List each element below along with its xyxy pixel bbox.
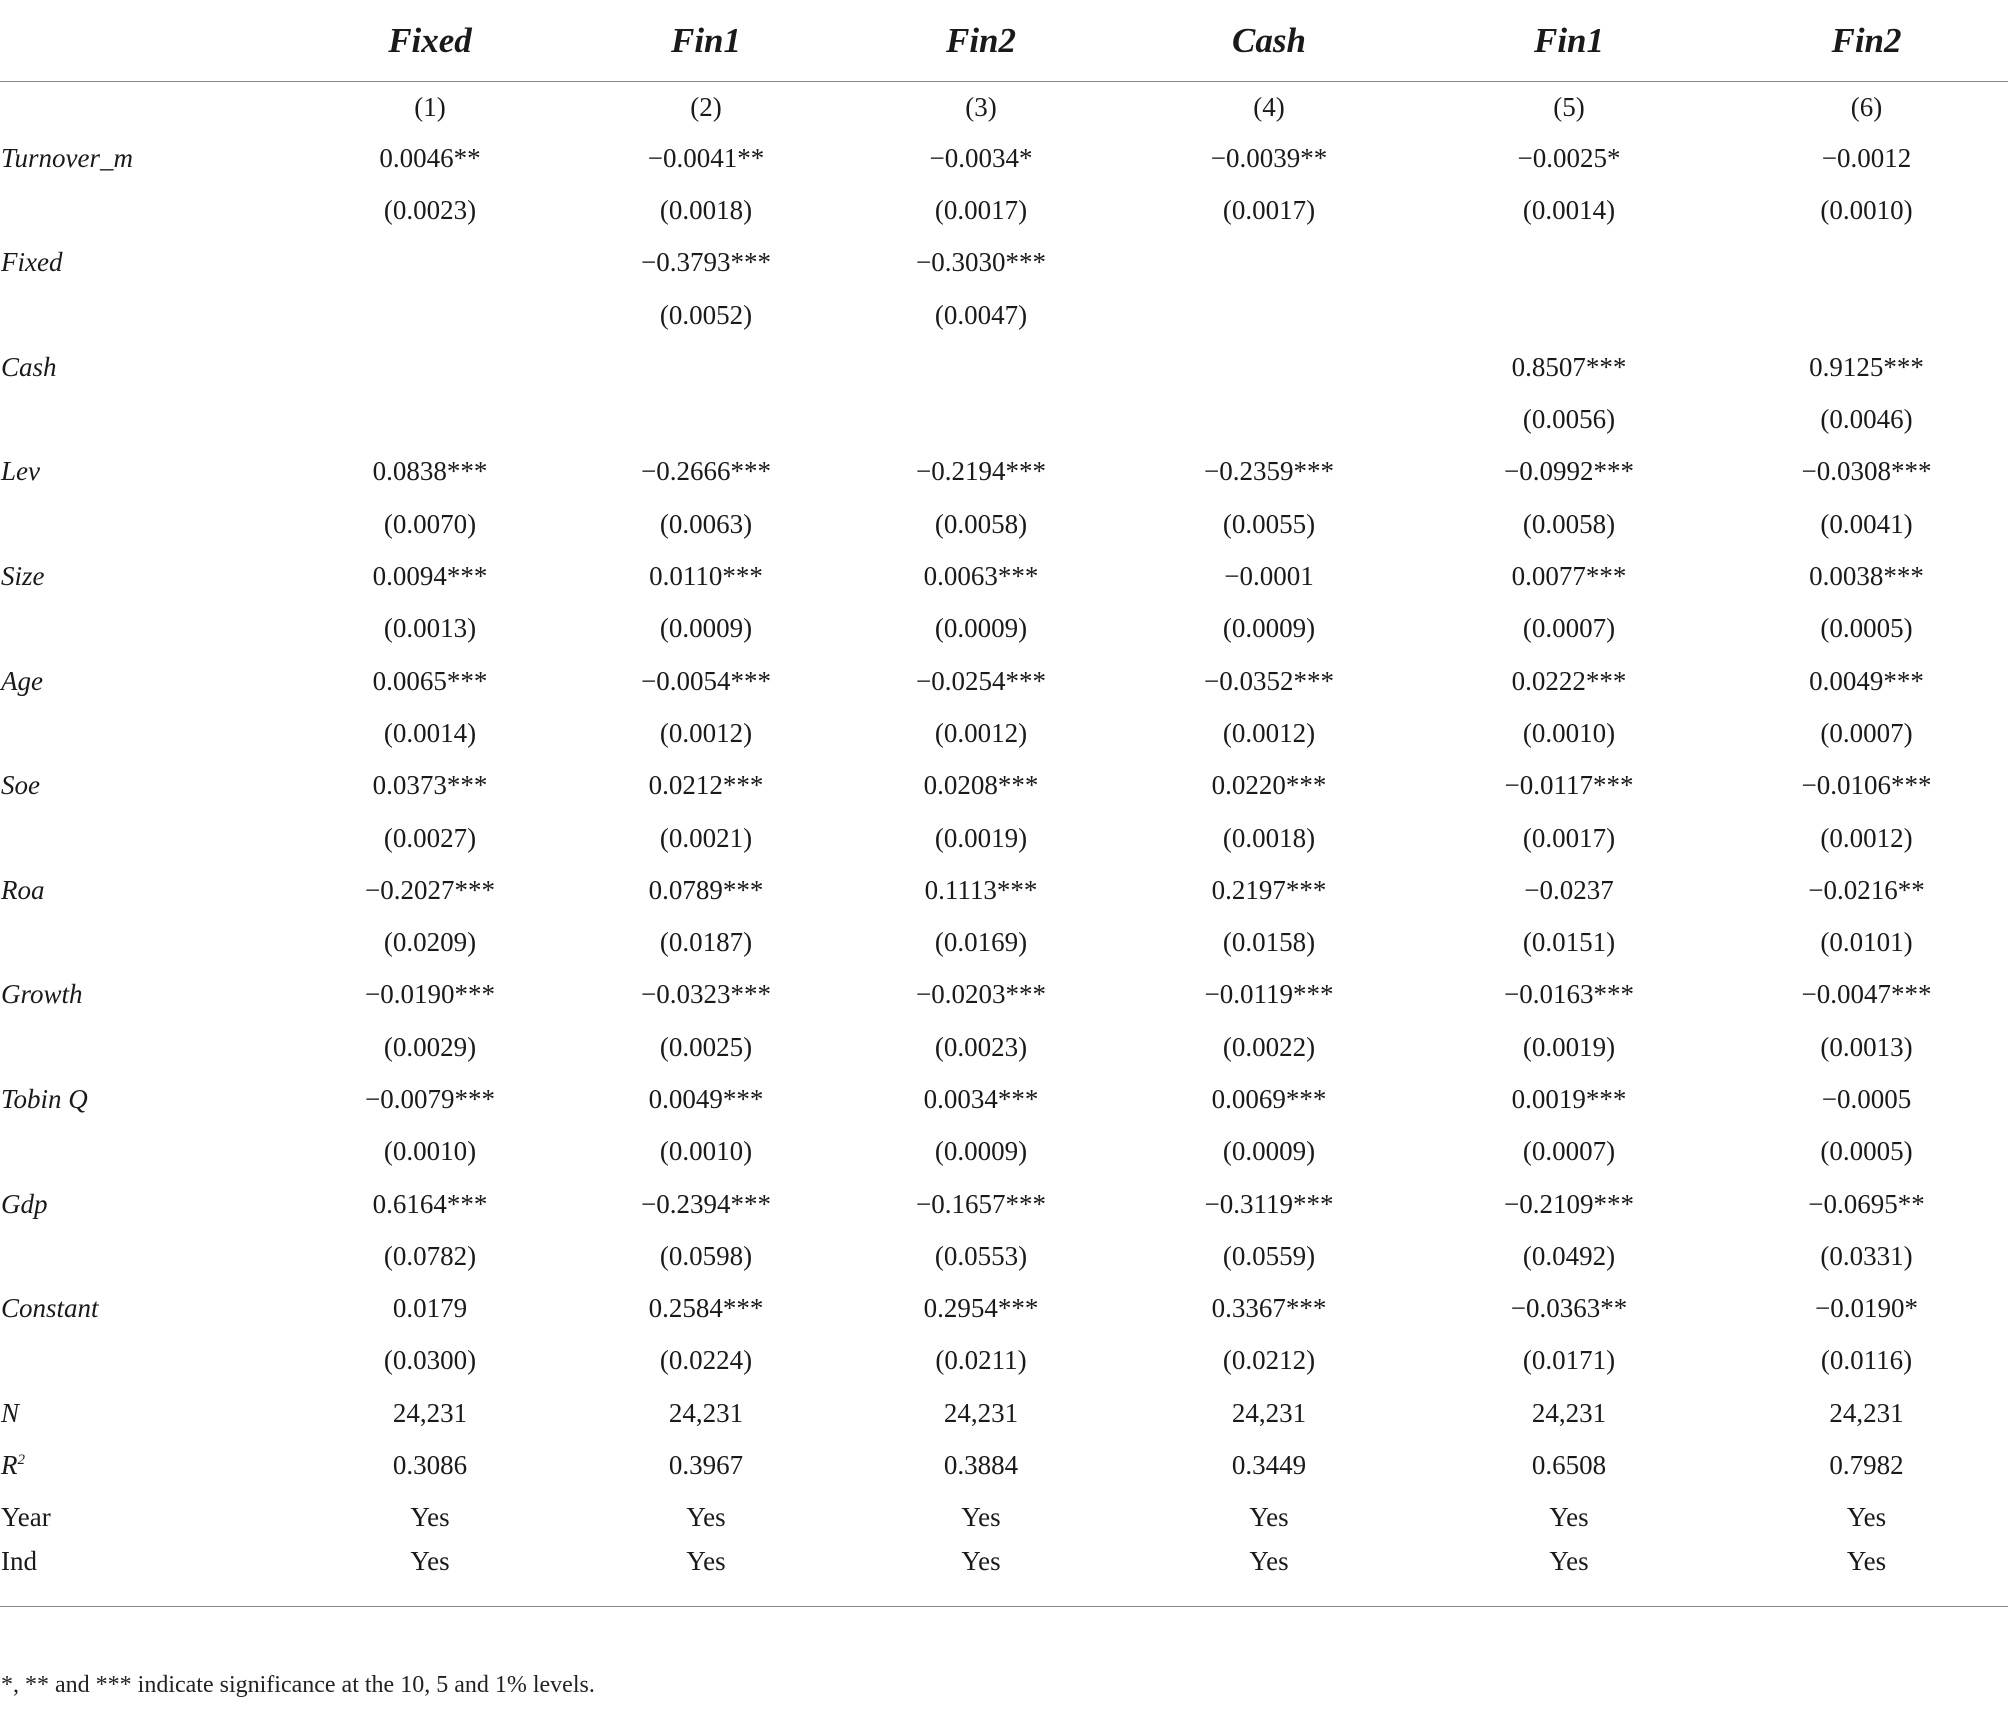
table-cell: −0.0079*** [365,1083,495,1114]
std-error-row [0,916,2008,968]
coefficient-row [0,760,2008,812]
table-cell: 0.0034*** [923,1083,1039,1114]
table-cell: −0.2394*** [641,1188,771,1219]
table-cell: (0.0009) [934,1136,1028,1167]
table-cell: (0.0009) [1222,613,1316,644]
table-cell: (0.0007) [1522,613,1616,644]
table-cell: −0.2109*** [1504,1188,1634,1219]
header-column: Fin1 [575,0,837,82]
table-cell: (0.0009) [934,613,1028,644]
table-cell: −0.3030*** [916,247,1046,278]
table-cell: −0.2027*** [365,874,495,905]
table-cell [1125,341,1413,393]
std-error-row [0,812,2008,864]
table-cell: (0.0027) [383,822,477,853]
table-cell: 0.7982 [1829,1450,1904,1481]
table-cell: 24,231 [392,1397,468,1428]
column-number: (2) [690,91,722,122]
table-cell: −0.0352*** [1204,665,1334,696]
table-cell: Yes [1549,1502,1589,1533]
table-cell [1125,393,1413,445]
table-cell: 0.3449 [1231,1450,1307,1481]
table-cell: −0.0106*** [1801,770,1932,801]
coefficient-row [0,864,2008,916]
coefficient-row [0,655,2008,707]
table-cell: (0.0047) [934,299,1028,330]
table-cell: −0.0039** [1210,142,1328,173]
table-cell: 0.3884 [943,1450,1019,1481]
coefficient-row [0,132,2008,184]
table-cell: (0.0598) [659,1240,753,1271]
table-cell: −0.0001 [1224,561,1314,592]
table-cell: (0.0013) [383,613,477,644]
table-cell: −0.0216** [1808,874,1925,905]
table-cell: Yes [1725,1544,2008,1607]
row-label: Fixed [1,247,63,278]
column-number-row [0,82,2008,133]
row-label: Size [1,561,45,592]
table-cell: 24,231 [668,1397,744,1428]
table-cell: 0.6164*** [372,1188,488,1219]
table-summary-body [0,1439,2008,1606]
coefficient-row [0,550,2008,602]
table-cell: 0.9125*** [1809,351,1924,382]
std-error-row [0,707,2008,759]
table-cell: 0.0220*** [1211,770,1327,801]
coefficient-row [0,237,2008,289]
row-label [0,1335,285,1387]
table-cell: (0.0212) [1222,1345,1316,1376]
table-cell: (0.0014) [383,717,477,748]
coefficient-row [0,341,2008,393]
table-cell [285,341,575,393]
table-cell: (0.0058) [934,508,1028,539]
std-error-row [0,1230,2008,1282]
table-cell: −0.0054*** [641,665,771,696]
row-label [0,1230,285,1282]
table-cell: 0.0208*** [923,770,1039,801]
row-label: N [1,1397,20,1428]
table-cell: 0.0838*** [372,456,488,487]
table-cell [285,289,575,341]
table-cell: (0.0022) [1222,1031,1316,1062]
table-cell: (0.0010) [659,1136,753,1167]
table-cell: 0.0179 [392,1293,468,1324]
std-error-row [0,1021,2008,1073]
table-cell: Yes [1125,1544,1413,1607]
row-label: Turnover_m [1,142,134,173]
header-column: Fin2 [1725,0,2008,82]
table-cell: (0.0012) [1820,822,1913,853]
row-label [0,289,285,341]
coefficient-row [0,1073,2008,1125]
table-cell: (0.0046) [1820,404,1913,435]
table-cell: 0.6508 [1531,1450,1607,1481]
table-cell: (0.0070) [383,508,477,539]
column-number: (5) [1553,91,1585,122]
table-cell: (0.0023) [383,194,477,225]
table-cell: −0.0190*** [365,979,495,1010]
table-cell [1725,289,2008,341]
table-cell: (0.0017) [1522,822,1616,853]
header-column: Fin1 [1413,0,1725,82]
table-cell: (0.0116) [1820,1345,1913,1376]
table-cell: (0.0041) [1820,508,1913,539]
table-cell: 0.2584*** [648,1293,764,1324]
table-cell: −0.0237 [1524,874,1614,905]
table-cell [1725,237,2008,289]
table-cell: −0.0308*** [1801,456,1932,487]
table-cell: (0.0169) [934,927,1028,958]
row-label [0,1126,285,1178]
table-cell: 0.0077*** [1511,561,1627,592]
row-label [0,82,285,133]
row-label: Cash [1,351,57,382]
table-cell: 0.0049*** [1809,665,1924,696]
table-cell: (0.0151) [1522,927,1616,958]
row-label [0,603,285,655]
table-cell: (0.0052) [659,299,753,330]
table-cell: 0.0789*** [648,874,764,905]
table-cell: 0.0110*** [649,561,763,592]
table-cell: 0.0373*** [372,770,488,801]
table-cell: −0.0695** [1808,1188,1925,1219]
row-label: Growth [1,979,83,1010]
row-label [0,812,285,864]
table-cell: Yes [961,1502,1001,1533]
table-cell [575,341,837,393]
table-cell: 0.3086 [392,1450,468,1481]
table-cell: Yes [410,1502,450,1533]
table-cell: 0.2197*** [1211,874,1327,905]
table-cell: (0.0553) [934,1240,1028,1271]
table-cell: (0.0012) [934,717,1028,748]
table-cell: (0.0158) [1222,927,1316,958]
table-cell: (0.0012) [659,717,753,748]
table-cell [837,393,1125,445]
row-label [0,184,285,236]
table-cell: −0.0254*** [916,665,1046,696]
table-cell: (0.0023) [934,1031,1028,1062]
table-cell: (0.0782) [383,1240,477,1271]
column-number: (6) [1850,91,1883,122]
table-cell: 24,231 [1231,1397,1307,1428]
std-error-row [0,289,2008,341]
table-cell: (0.0209) [383,927,477,958]
coefficient-row [0,969,2008,1021]
table-cell: −0.0323*** [641,979,771,1010]
column-number: (1) [414,91,446,122]
std-error-row [0,184,2008,236]
row-label [0,916,285,968]
row-label [0,1021,285,1073]
table-cell: Yes [1846,1502,1887,1533]
std-error-row [0,603,2008,655]
table-cell: (0.0010) [383,1136,477,1167]
table-cell: −0.0012 [1821,142,1912,173]
row-label [0,707,285,759]
table-cell: −0.0119*** [1204,979,1334,1010]
column-number: (4) [1253,91,1285,122]
table-cell: (0.0492) [1522,1240,1616,1271]
table-cell: (0.0187) [659,927,753,958]
table-cell: (0.0010) [1820,194,1913,225]
table-cell: (0.0056) [1522,404,1616,435]
coefficient-row [0,446,2008,498]
table-cell: (0.0559) [1222,1240,1316,1271]
table-cell: (0.0171) [1522,1345,1616,1376]
r-squared-superscript: 2 [17,1452,25,1469]
table-cell: −0.2359*** [1204,456,1334,487]
table-cell: (0.0058) [1522,508,1616,539]
table-cell: 24,231 [1531,1397,1607,1428]
row-label: Age [1,665,43,696]
table-cell: Yes [575,1544,837,1607]
table-cell: 0.2954*** [923,1293,1039,1324]
row-label: Soe [1,770,40,801]
table-cell: 0.0094*** [372,561,488,592]
table-cell: (0.0018) [659,194,753,225]
table-cell: (0.0010) [1522,717,1616,748]
row-label [0,498,285,550]
table-cell: 0.0046** [379,142,481,173]
table-cell [285,393,575,445]
table-cell: (0.0013) [1820,1031,1913,1062]
table-cell: Yes [285,1544,575,1607]
table-cell [837,341,1125,393]
row-label: Ind [0,1544,285,1607]
row-label: Tobin Q [1,1083,88,1114]
table-cell: 0.0049*** [648,1083,764,1114]
table-cell: (0.0055) [1222,508,1316,539]
table-cell: 0.3967 [668,1450,744,1481]
table-cell: 0.1113*** [924,874,1038,905]
table-cell: −0.0203*** [916,979,1046,1010]
table-cell: −0.0034* [929,142,1033,173]
table-cell: (0.0009) [659,613,753,644]
table-cell: (0.0012) [1222,717,1316,748]
table-cell: −0.0363** [1510,1293,1628,1324]
table-cell: 0.8507*** [1511,351,1627,382]
table-cell: (0.0017) [1222,194,1316,225]
header-column: Cash [1125,0,1413,82]
coefficient-row [0,1387,2008,1439]
table-cell: 24,231 [943,1397,1019,1428]
table-cell: −0.0047*** [1801,979,1932,1010]
table-cell: (0.0007) [1522,1136,1616,1167]
year-fixed-effects-row [0,1492,2008,1544]
table-cell: (0.0007) [1820,717,1913,748]
table-cell: (0.0101) [1820,927,1913,958]
table-cell: (0.0300) [383,1345,477,1376]
table-cell: −0.3793*** [641,247,771,278]
table-body [0,82,2008,1440]
table-cell: 0.0212*** [648,770,764,801]
table-cell: (0.0017) [934,194,1028,225]
r-squared-label: R [1,1450,18,1481]
table-cell: (0.0019) [1522,1031,1616,1062]
std-error-row [0,393,2008,445]
table-cell [1413,289,1725,341]
table-cell: Yes [1413,1544,1725,1607]
table-cell: (0.0014) [1522,194,1616,225]
table-cell: (0.0019) [934,822,1028,853]
r-squared-row [0,1439,2008,1491]
table-cell: −0.0005 [1821,1083,1912,1114]
table-cell: −0.1657*** [916,1188,1046,1219]
row-label: Gdp [1,1188,48,1219]
table-cell: Yes [837,1544,1125,1607]
row-label [0,1439,285,1491]
table-footnote: *, ** and *** indicate significance at the 10, 5 and 1% levels. [1,1672,595,1698]
table-cell: 0.3367*** [1211,1293,1327,1324]
table-cell: −0.0190* [1815,1293,1918,1324]
row-label: Lev [1,456,40,487]
industry-fixed-effects-row [0,1544,2008,1607]
row-label: Constant [1,1293,99,1324]
table-cell: (0.0211) [935,1345,1027,1376]
std-error-row [0,498,2008,550]
table-cell: (0.0025) [659,1031,753,1062]
coefficient-row [0,1283,2008,1335]
table-cell: (0.0331) [1820,1240,1913,1271]
table-cell [285,237,575,289]
table-cell: (0.0018) [1222,822,1316,853]
table-cell: −0.0992*** [1504,456,1634,487]
table-cell: 0.0069*** [1211,1083,1327,1114]
table-cell: −0.2666*** [641,456,771,487]
table-cell: −0.3119*** [1204,1188,1334,1219]
table-cell: −0.0163*** [1504,979,1634,1010]
table-cell [575,393,837,445]
row-label: Roa [1,874,45,905]
table-cell: (0.0029) [383,1031,477,1062]
table-header-row [0,0,2008,82]
row-label: Year [1,1502,51,1533]
table-cell: 0.0222*** [1511,665,1627,696]
table-cell: −0.0117*** [1504,770,1634,801]
std-error-row [0,1126,2008,1178]
table-cell: −0.0041** [647,142,765,173]
table-cell: 0.0038*** [1809,561,1924,592]
table-cell: Yes [1249,1502,1289,1533]
table-cell: 0.0063*** [923,561,1039,592]
column-number: (3) [965,91,997,122]
table-cell: (0.0224) [659,1345,753,1376]
header-label-cell [0,0,285,82]
table-cell: (0.0063) [659,508,753,539]
header-column: Fixed [285,0,575,82]
table-cell [1125,289,1413,341]
table-cell: 0.0065*** [372,665,488,696]
table-cell [1125,237,1413,289]
std-error-row [0,1335,2008,1387]
coefficient-row [0,1178,2008,1230]
table-cell: (0.0005) [1820,613,1913,644]
header-column: Fin2 [837,0,1125,82]
table-cell: −0.2194*** [916,456,1046,487]
row-label [0,393,285,445]
table-cell: (0.0005) [1820,1136,1913,1167]
table-cell: Yes [686,1502,726,1533]
table-cell: (0.0009) [1222,1136,1316,1167]
table-cell: 0.0019*** [1511,1083,1627,1114]
table-cell [1413,237,1725,289]
table-cell: 24,231 [1829,1397,1904,1428]
table-cell: −0.0025* [1517,142,1621,173]
table-cell: (0.0021) [659,822,753,853]
